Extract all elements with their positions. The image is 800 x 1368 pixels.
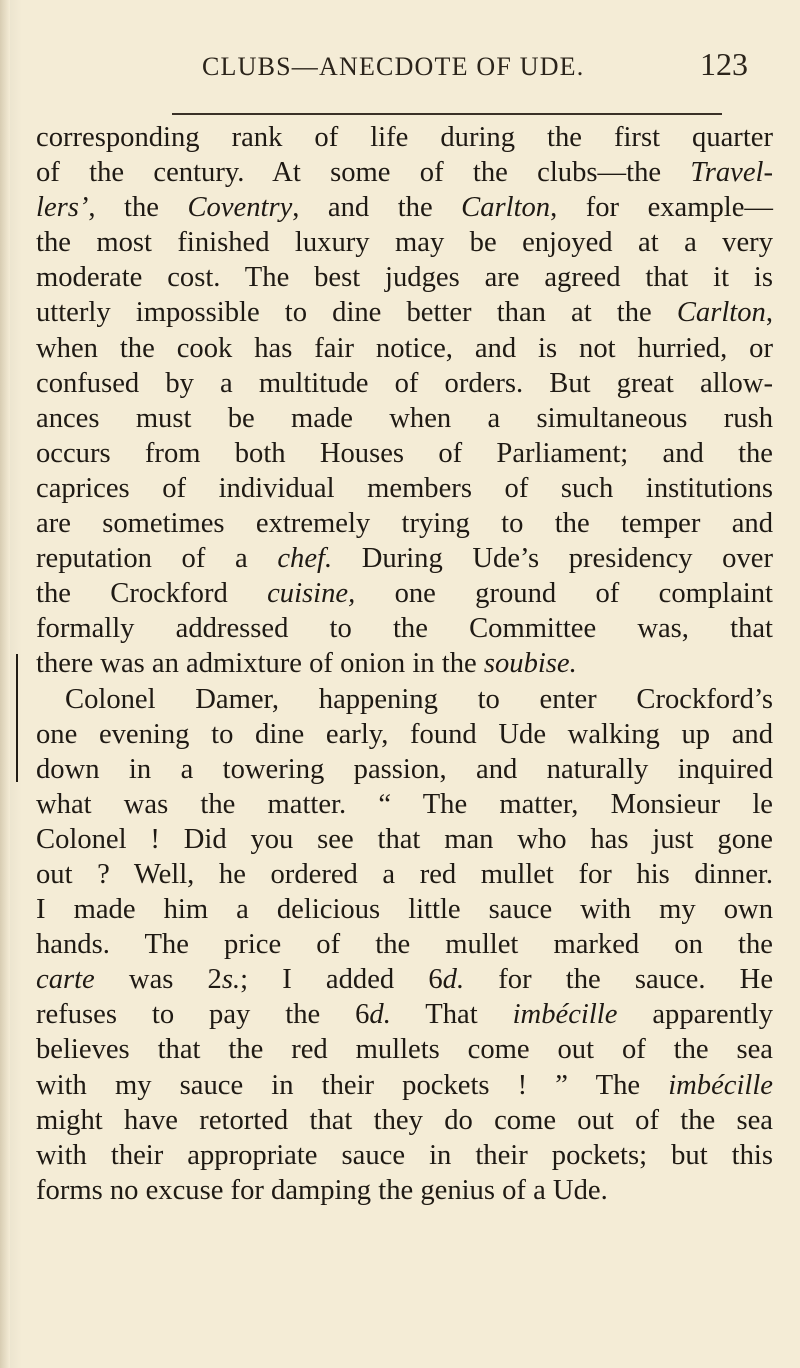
text-line xyxy=(36,541,773,576)
roman-text: , xyxy=(765,297,773,329)
roman-text: ances must be made when a simultaneous rush xyxy=(36,402,773,434)
running-header: CLUBS—ANECDOTE OF UDE. xyxy=(202,52,585,81)
text-line xyxy=(36,436,773,471)
text-line xyxy=(36,1068,773,1103)
italic-text: Travel- xyxy=(690,157,773,189)
italic-text: soubise. xyxy=(483,648,577,680)
italic-text: d. xyxy=(442,964,465,996)
roman-text: During Ude’s presidency over xyxy=(332,543,773,575)
roman-text: of the century. At some of the clubs—the xyxy=(36,157,691,189)
text-line xyxy=(36,962,773,997)
text-line xyxy=(36,190,773,225)
italic-text: lers’ xyxy=(36,192,89,224)
roman-text: believes that the red mullets come out of the sea xyxy=(36,1034,773,1066)
roman-text: Colonel Damer, happening to enter Crockford’s xyxy=(65,683,773,715)
roman-text: out ? Well, he ordered a red mullet for his dinner. xyxy=(36,858,773,890)
italic-text: s. xyxy=(221,964,241,996)
roman-text: are sometimes extremely trying to the temper and xyxy=(36,508,773,540)
roman-text: formally addressed to the Committee was, that xyxy=(36,613,773,645)
italic-text: cuisine, xyxy=(267,578,356,610)
text-line xyxy=(36,822,773,857)
text-line xyxy=(36,717,773,752)
text-line xyxy=(36,892,773,927)
roman-text: utterly impossible to dine better than at the xyxy=(36,297,677,329)
roman-text: , for example— xyxy=(550,192,774,224)
roman-text: the Crockford xyxy=(36,578,268,610)
roman-text: when the cook has fair notice, and is not hurried, or xyxy=(36,332,773,364)
text-line xyxy=(36,1173,773,1208)
italic-text: Carlton xyxy=(461,192,551,224)
italic-text: Coventry xyxy=(187,192,293,224)
roman-text: might have retorted that they do come out of the sea xyxy=(36,1104,773,1136)
roman-text: Colonel ! Did you see that man who has just gone xyxy=(36,823,773,855)
text-line xyxy=(36,1032,773,1067)
text-line xyxy=(36,295,773,330)
text-line xyxy=(36,787,773,822)
text-line xyxy=(36,401,773,436)
roman-text: for the sauce. He xyxy=(464,964,774,996)
text-line xyxy=(36,857,773,892)
roman-text: , the xyxy=(88,192,188,224)
text-line xyxy=(36,366,773,401)
margin-mark xyxy=(16,654,18,782)
text-line xyxy=(36,225,773,260)
italic-text: chef. xyxy=(277,543,333,575)
roman-text: That xyxy=(390,999,513,1031)
text-line xyxy=(36,997,773,1032)
roman-text: was 2 xyxy=(94,964,222,996)
text-line xyxy=(36,260,773,295)
roman-text: ; I added 6 xyxy=(240,964,443,996)
text-line xyxy=(36,506,773,541)
text-line xyxy=(36,331,773,366)
italic-text: imbécille xyxy=(668,1069,773,1101)
roman-text: with my sauce in their pockets ! ” The xyxy=(36,1069,669,1101)
roman-text: what was the matter. “ The matter, Monsieur le xyxy=(36,788,773,820)
roman-text: caprices of individual members of such institutions xyxy=(36,472,773,504)
roman-text: one evening to dine early, found Ude walking up and xyxy=(36,718,773,750)
text-line xyxy=(36,1138,773,1173)
roman-text: I made him a delicious little sauce with my own xyxy=(36,894,773,926)
text-line xyxy=(36,646,773,681)
roman-text: occurs from both Houses of Parliament; and the xyxy=(36,437,773,469)
text-line xyxy=(36,155,773,190)
roman-text: refuses to pay the 6 xyxy=(36,999,370,1031)
body-text xyxy=(36,120,773,1208)
text-line xyxy=(36,576,773,611)
roman-text: apparently xyxy=(617,999,774,1031)
text-line xyxy=(36,927,773,962)
roman-text: hands. The price of the mullet marked on the xyxy=(36,929,773,961)
text-line xyxy=(36,471,773,506)
roman-text: the most finished luxury may be enjoyed at a very xyxy=(36,227,773,259)
italic-text: imbécille xyxy=(512,999,618,1031)
roman-text: confused by a multitude of orders. But great allow- xyxy=(36,367,773,399)
italic-text: Carlton xyxy=(676,297,766,329)
roman-text: one ground of complaint xyxy=(355,578,773,610)
roman-text: corresponding rank of life during the first quarter xyxy=(36,122,773,153)
roman-text: forms no excuse for damping the genius of a Ude. xyxy=(36,1174,608,1206)
roman-text: reputation of a xyxy=(36,543,278,575)
page-gutter-shadow xyxy=(0,0,10,1368)
roman-text: there was an admixture of onion in the xyxy=(36,648,484,680)
roman-text: with their appropriate sauce in their pockets; but this xyxy=(36,1139,773,1171)
text-line xyxy=(36,120,773,155)
text-line xyxy=(36,752,773,787)
italic-text: carte xyxy=(36,964,95,996)
roman-text: moderate cost. The best judges are agreed that it is xyxy=(36,262,773,294)
italic-text: d. xyxy=(369,999,391,1031)
text-line xyxy=(36,611,773,646)
roman-text: , and the xyxy=(292,192,462,224)
text-line xyxy=(36,682,773,717)
text-line xyxy=(36,1103,773,1138)
roman-text: down in a towering passion, and naturally inquired xyxy=(36,753,773,785)
page-number: 123 xyxy=(700,46,748,82)
header-rule xyxy=(172,113,722,115)
